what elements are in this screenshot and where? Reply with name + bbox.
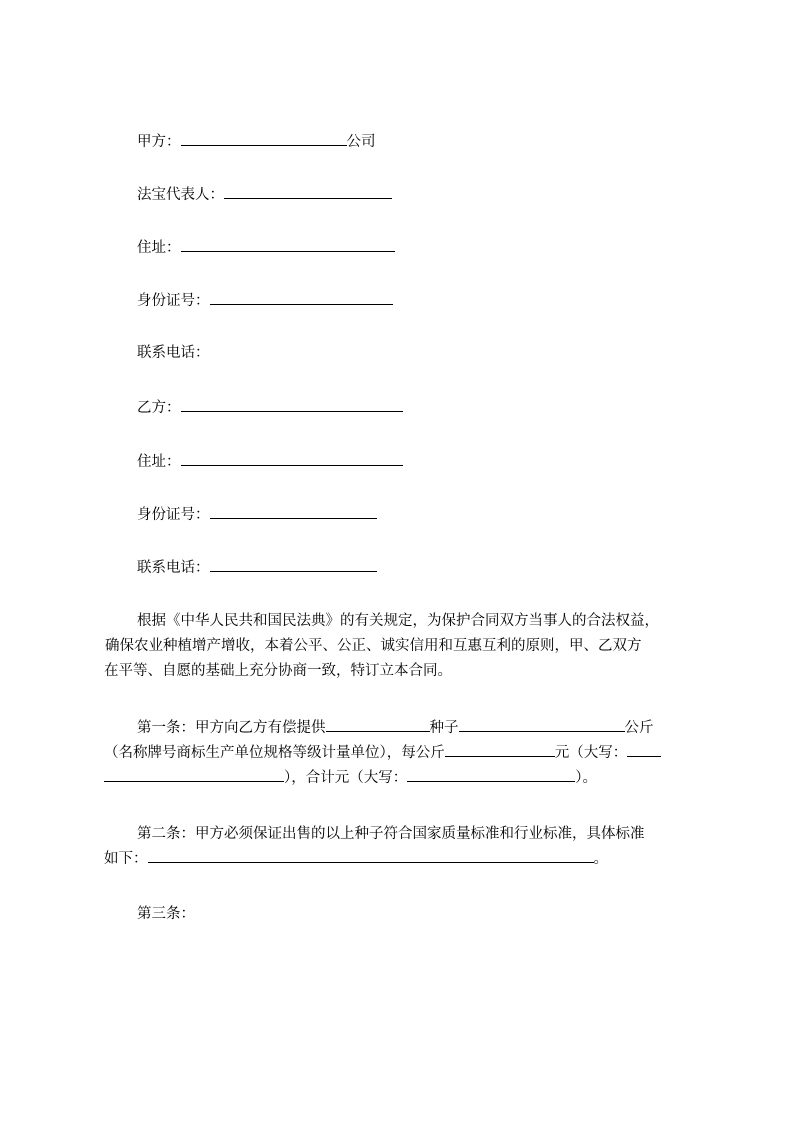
article-1-text-1: 第一条：甲方向乙方有偿提供	[137, 720, 326, 736]
seed-name-blank[interactable]	[326, 717, 430, 732]
preamble-paragraph	[104, 609, 704, 684]
preamble-line-1: 根据《中华人民共和国民法典》的有关规定，为保护合同双方当事人的合法权益，	[137, 613, 659, 629]
party-a-address-label: 住址：	[137, 240, 181, 256]
article-3-line	[137, 904, 195, 924]
party-b-id-blank[interactable]	[210, 504, 377, 519]
article-2-line-1: 第二条：甲方必须保证出售的以上种子符合国家质量标准和行业标准，具体标准	[137, 826, 645, 842]
article-1-text-6: ），合计元（大写：	[284, 770, 408, 786]
seed-quantity-blank[interactable]	[459, 717, 625, 732]
article-1-text-2: 种子	[429, 720, 459, 736]
article-2-prefix: 如下：	[104, 851, 148, 867]
party-a-rep-blank[interactable]	[224, 184, 392, 199]
party-b-name-label: 乙方：	[137, 400, 181, 416]
preamble-line-2: 确保农业种植增产增收，本着公平、公正、诚实信用和互惠互利的原则，甲、乙双方	[105, 638, 642, 654]
article-3-label: 第三条：	[137, 906, 195, 922]
article-2	[104, 822, 704, 872]
article-1-text-7: ）。	[575, 770, 597, 786]
article-2-row-2	[104, 847, 704, 872]
preamble-line-3: 在平等、自愿的基础上充分协商一致，特订立本合同。	[104, 663, 452, 679]
party-a-name-label: 甲方：	[137, 134, 181, 150]
party-b-name-line	[137, 397, 403, 418]
article-1-text-5: 元（大写：	[554, 745, 628, 761]
article-1-row-2	[104, 741, 704, 766]
article-1	[104, 716, 704, 791]
party-b-address-label: 住址：	[137, 454, 181, 470]
party-a-id-label: 身份证号：	[137, 293, 210, 309]
party-a-rep-label: 法宝代表人：	[137, 187, 224, 203]
party-a-id-line	[137, 290, 393, 311]
party-a-name-suffix: 公司	[346, 134, 376, 150]
party-a-rep-line	[137, 184, 392, 205]
party-b-name-blank[interactable]	[181, 397, 403, 412]
party-b-phone-line	[137, 557, 377, 578]
article-2-suffix: 。	[593, 851, 608, 867]
article-1-text-3: 公斤	[624, 720, 654, 736]
unit-price-uppercase-blank-a[interactable]	[627, 742, 661, 757]
article-1-row-3	[104, 766, 704, 791]
party-b-phone-label: 联系电话：	[137, 560, 210, 576]
party-a-phone-line	[137, 343, 210, 363]
party-a-address-line	[137, 237, 395, 258]
party-a-name-blank[interactable]	[181, 131, 347, 146]
party-b-address-blank[interactable]	[181, 451, 403, 466]
party-a-address-blank[interactable]	[181, 237, 395, 252]
party-b-id-line	[137, 504, 377, 525]
party-a-id-blank[interactable]	[210, 290, 393, 305]
party-b-address-line	[137, 451, 403, 472]
quality-standard-blank[interactable]	[148, 848, 594, 863]
party-b-id-label: 身份证号：	[137, 507, 210, 523]
article-1-row-1	[104, 716, 704, 741]
total-uppercase-blank[interactable]	[407, 767, 575, 782]
unit-price-blank[interactable]	[445, 742, 555, 757]
article-1-text-4: （名称牌号商标生产单位规格等级计量单位），每公斤	[104, 745, 445, 761]
party-a-name-line	[137, 131, 376, 152]
party-a-phone-label: 联系电话：	[137, 345, 210, 361]
party-b-phone-blank[interactable]	[210, 557, 377, 572]
unit-price-uppercase-blank-b[interactable]	[104, 767, 284, 782]
